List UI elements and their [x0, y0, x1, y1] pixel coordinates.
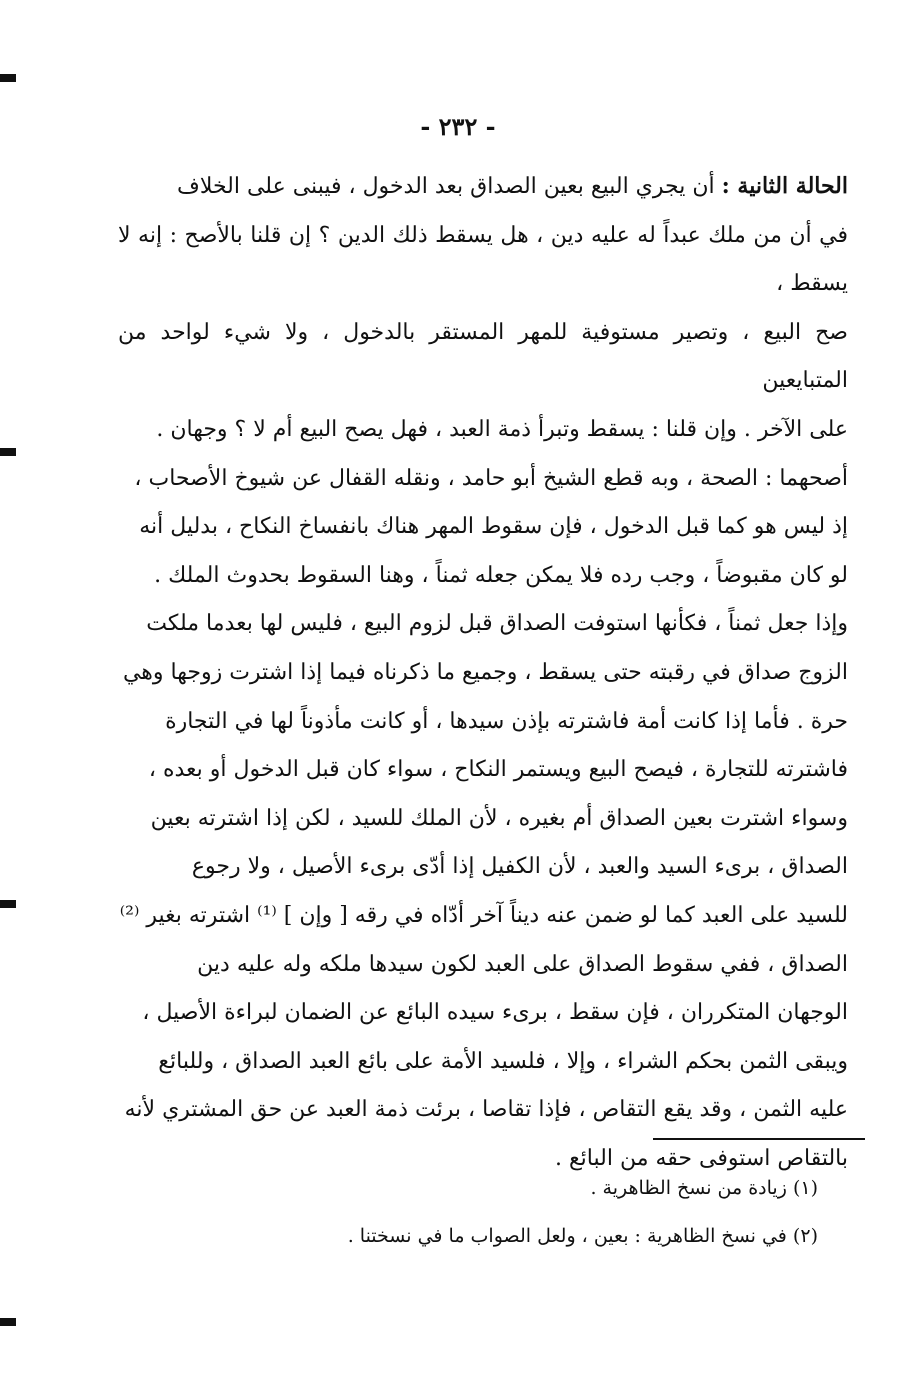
text-line: حرة . فأما إذا كانت أمة فاشترته بإذن سيدها ، أو كانت مأذوناً لها في التجارة: [165, 708, 848, 734]
text-line: الزوج صداق في رقبته حتى يسقط ، وجميع ما ذكرناه فيما إذا اشترت زوجها وهي: [122, 659, 848, 685]
text-line: فاشترته للتجارة ، فيصح البيع ويستمر النكاح ، سواء كان قبل الدخول أو بعده ،: [148, 757, 848, 783]
text-line: وسواء اشترت بعين الصداق أم بغيره ، لأن الملك للسيد ، لكن إذا اشترته بعين: [150, 805, 848, 831]
text-line: بالتقاص استوفى حقه من البائع .: [554, 1145, 848, 1171]
text-line: على الآخر . وإن قلنا : يسقط وتبرأ ذمة العبد ، فهل يصح البيع أم لا ؟ وجهان .: [156, 416, 848, 442]
scan-edge-mark: [0, 74, 16, 82]
text-line: عليه الثمن ، وقد يقع التقاص ، فإذا تقاصا ، برئت ذمة العبد عن حق المشتري لأنه: [124, 1097, 848, 1123]
text-line: للسيد على العبد كما لو ضمن عنه ديناً آخر أدّاه في رقه [ وإن ] ⁽¹⁾ اشترته بغير ⁽²⁾: [119, 902, 848, 928]
text-line: الوجهان المتكرران ، فإن سقط ، برىء سيده البائع عن الضمان لبراءة الأصيل ،: [142, 1000, 848, 1026]
text-line: صح البيع ، وتصير مستوفية للمهر المستقر بالدخول ، ولا شيء لواحد من المتبايعين: [118, 319, 848, 394]
text-line: لو كان مقبوضاً ، وجب رده فلا يمكن جعله ثمناً ، وهنا السقوط بحدوث الملك .: [154, 562, 848, 588]
footnote-2: (٢) في نسخ الظاهرية : بعين ، ولعل الصواب ما في نسختنا .: [347, 1225, 818, 1247]
text-line: [118, 162, 848, 212]
text-line: وإذا جعل ثمناً ، فكأنها استوفت الصداق قبل لزوم البيع ، فليس لها بعدما ملكت: [146, 611, 848, 637]
footnotes: [118, 1164, 818, 1260]
text-line: في أن من ملك عبداً له عليه دين ، هل يسقط ذلك الدين ؟ إن قلنا بالأصح : إنه لا يسقط ،: [118, 222, 848, 297]
text-line: إذ ليس هو كما قبل الدخول ، فإن سقوط المهر هناك بانفساخ النكاح ، بدليل أنه: [139, 514, 848, 540]
text-line: الصداق ، برىء السيد والعبد ، لأن الكفيل إذا أدّى برىء الأصيل ، ولا رجوع: [191, 854, 848, 880]
text-line: أصحهما : الصحة ، وبه قطع الشيخ أبو حامد ، ونقله القفال عن شيوخ الأصحاب ،: [134, 465, 848, 491]
scan-edge-mark: [0, 1318, 16, 1326]
text-line: ويبقى الثمن بحكم الشراء ، وإلا ، فلسيد الأمة على بائع العبد الصداق ، وللبائع: [158, 1048, 848, 1074]
scan-edge-mark: [0, 900, 16, 908]
page-number: - ٢٣٢ -: [420, 112, 496, 141]
text-line: الصداق ، ففي سقوط الصداق على العبد لكون سيدها ملكه وله عليه دين: [197, 951, 848, 977]
footnote-divider: [653, 1138, 865, 1140]
footnote-1: (١) زيادة من نسخ الظاهرية .: [590, 1177, 818, 1199]
text-line-content: أن يجري البيع بعين الصداق بعد الدخول ، فيبنى على الخلاف: [177, 174, 715, 199]
section-heading: الحالة الثانية :: [721, 173, 848, 199]
main-text: [118, 162, 848, 1183]
scan-edge-mark: [0, 448, 16, 456]
